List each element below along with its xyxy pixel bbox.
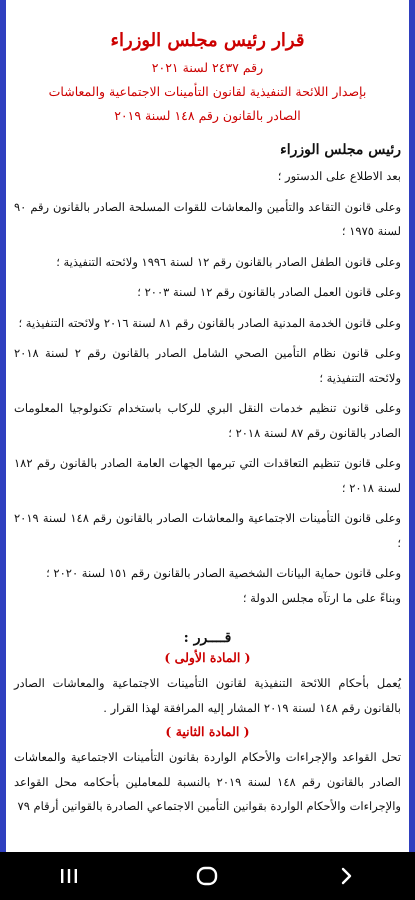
issuer-heading: رئيس مجلس الوزراء (280, 142, 401, 158)
decree-subject-line-1: بإصدار اللائحة التنفيذية لقانون التأمينات الاجتماعية والمعاشات (48, 84, 367, 99)
preamble-paragraph: وعلى قانون الطفل الصادر بالقانون رقم ١٢ لسنة ١٩٩٦ ولائحته التنفيذية ؛ (56, 254, 401, 269)
recent-apps-button[interactable] (39, 852, 99, 900)
home-icon (196, 866, 218, 886)
recent-apps-icon (60, 868, 78, 884)
article-2-title: ( المادة الثانية ) (165, 724, 250, 739)
article-2-text: تحل القواعد والإجراءات والأحكام الواردة بقانون التأمينات الاجتماعية والمعاشات الصادر بالقانون رقم ١٤٨ لسنة ٢٠١٩ بالنسبة للمعاملين بأحكامه محل القواعد والإجراءات والأحكام الواردة بقوانين التأمين الاجتماعي الصادرة بالقوانين أرقام ٧٩ (14, 750, 401, 813)
decides-heading: قــــرر : (183, 630, 232, 646)
preamble-paragraph: وعلى قانون الخدمة المدنية الصادر بالقانون رقم ٨١ لسنة ٢٠١٦ ولائحته التنفيذية ؛ (18, 315, 401, 330)
article-1-text: يُعمل بأحكام اللائحة التنفيذية لقانون التأمينات الاجتماعية والمعاشات الصادر بالقانون رقم ١٤٨ لسنة ٢٠١٩ المشار إليه المرافقة لهذا القرار . (14, 676, 401, 715)
page-border-left (0, 0, 6, 852)
preamble-paragraph: وعلى قانون تنظيم التعاقدات التي تبرمها الجهات العامة الصادر بالقانون رقم ١٨٢ لسنة ٢٠١٨ ؛ (14, 456, 401, 495)
preamble-paragraph: وعلى قانون التقاعد والتأمين والمعاشات للقوات المسلحة الصادر بالقانون رقم ٩٠ لسنة ١٩٧٥ ؛ (14, 199, 401, 238)
page-border-right (409, 0, 415, 852)
preamble-paragraph: وبناءً على ما ارتآه مجلس الدولة ؛ (242, 590, 401, 605)
document-title: قرار رئيس مجلس الوزراء (110, 30, 305, 51)
preamble-paragraph: بعد الاطلاع على الدستور ؛ (277, 169, 401, 183)
preamble-paragraph: وعلى قانون حماية البيانات الشخصية الصادر بالقانون رقم ١٥١ لسنة ٢٠٢٠ ؛ (46, 566, 401, 580)
decree-subject-line-2: الصادر بالقانون رقم ١٤٨ لسنة ٢٠١٩ (114, 108, 301, 123)
home-button[interactable] (177, 852, 237, 900)
decree-number: رقم ٢٤٣٧ لسنة ٢٠٢١ (151, 60, 264, 75)
android-navigation-bar (0, 852, 415, 900)
preamble-paragraph: وعلى قانون نظام التأمين الصحي الشامل الصادر بالقانون رقم ٢ لسنة ٢٠١٨ ولائحته التنفيذية ؛ (14, 346, 401, 385)
back-button[interactable] (316, 852, 376, 900)
preamble-paragraph: وعلى قانون العمل الصادر بالقانون رقم ١٢ لسنة ٢٠٠٣ ؛ (137, 285, 401, 299)
article-1-title: ( المادة الأولى ) (164, 650, 251, 665)
preamble-paragraph: وعلى قانون تنظيم خدمات النقل البري للركاب باستخدام تكنولوجيا المعلومات الصادر بالقانون رقم ٨٧ لسنة ٢٠١٨ ؛ (14, 401, 401, 440)
preamble-paragraph: وعلى قانون التأمينات الاجتماعية والمعاشات الصادر بالقانون رقم ١٤٨ لسنة ٢٠١٩ ؛ (14, 511, 401, 550)
back-icon (339, 866, 353, 886)
decree-document (14, 30, 401, 819)
